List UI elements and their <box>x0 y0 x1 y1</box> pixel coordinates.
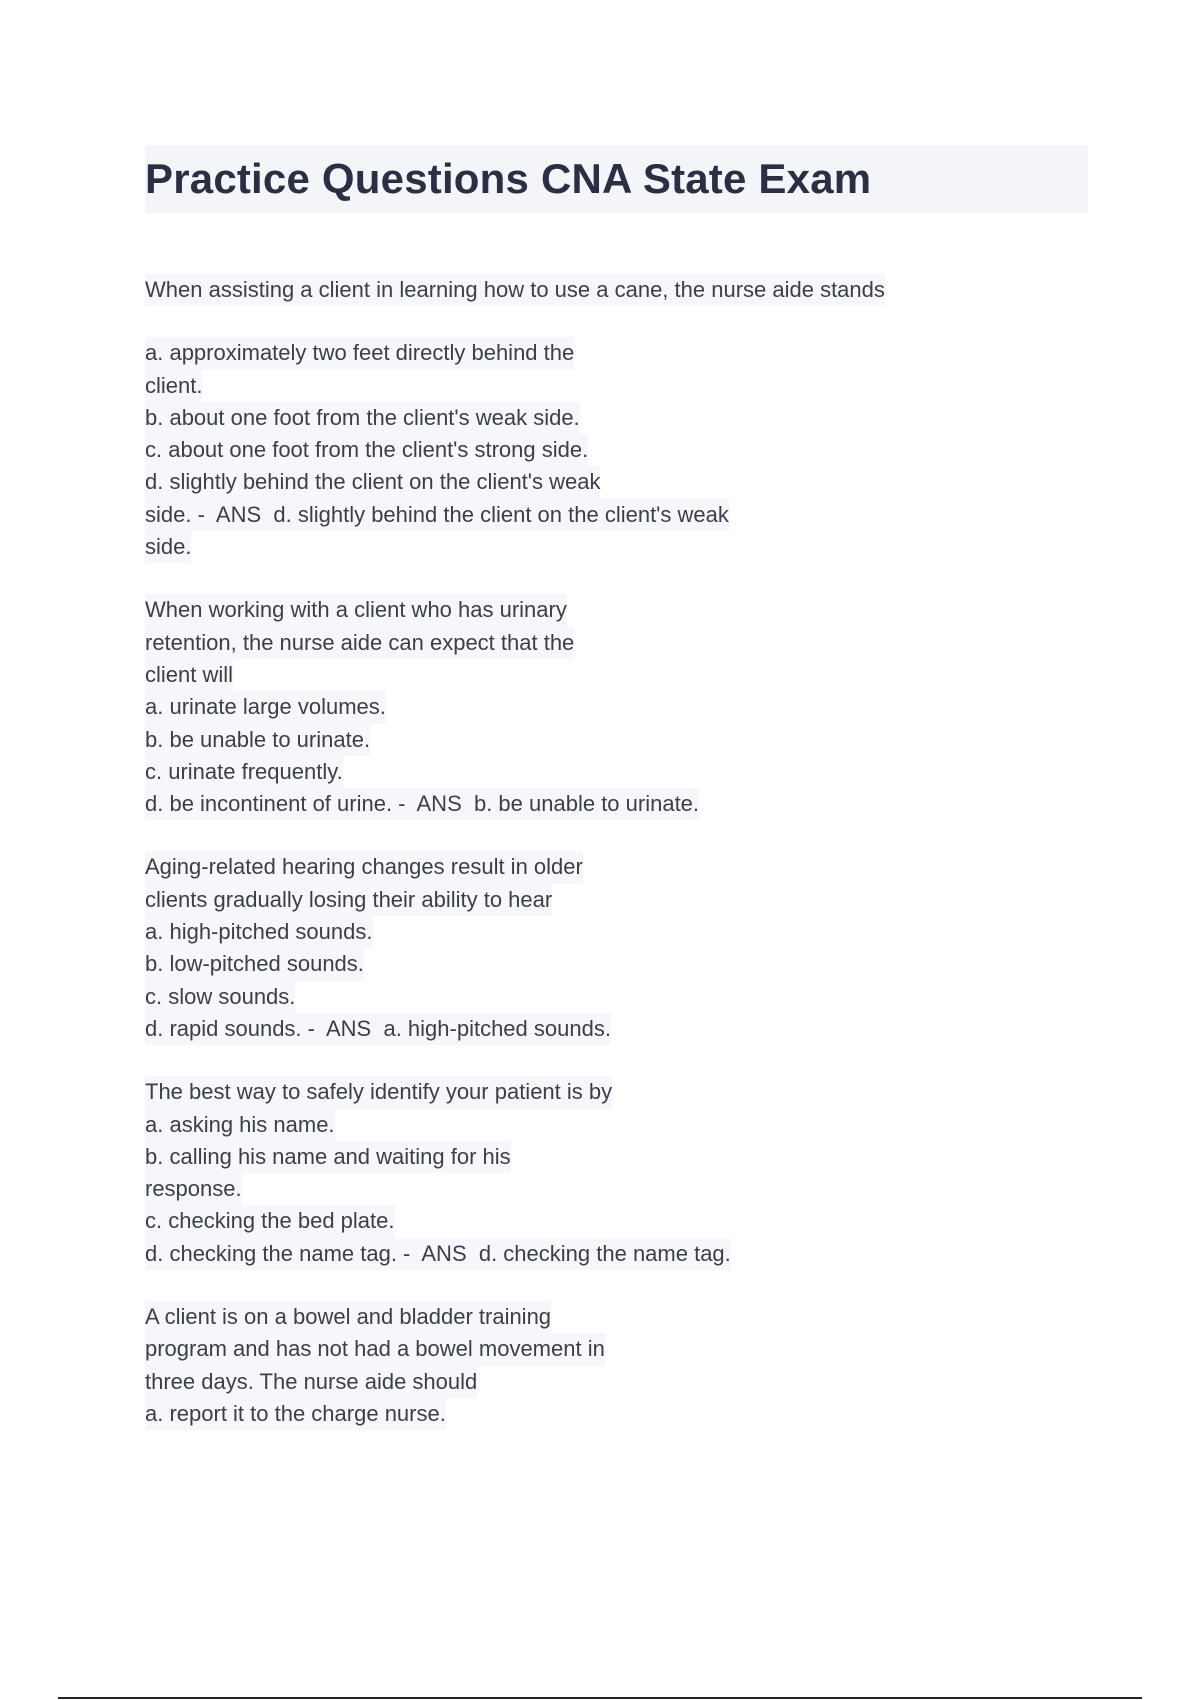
answer-line: side. <box>145 531 191 563</box>
question-1-options <box>145 337 1045 563</box>
option-line: a. high-pitched sounds. <box>145 916 373 948</box>
question-text-line: client will <box>145 659 233 691</box>
option-line: a. asking his name. <box>145 1109 335 1141</box>
question-text-line: When working with a client who has urinary <box>145 594 567 626</box>
question-1-stem <box>145 274 1045 306</box>
answer-line: d. rapid sounds. - ANS a. high-pitched sounds. <box>145 1013 611 1045</box>
question-text-line: clients gradually losing their ability to hear <box>145 884 552 916</box>
question-2 <box>145 594 1045 820</box>
option-line: a. approximately two feet directly behind the <box>145 337 574 369</box>
question-text-line: A client is on a bowel and bladder training <box>145 1301 551 1333</box>
page-title: Practice Questions CNA State Exam <box>145 155 872 202</box>
option-line: c. urinate frequently. <box>145 756 343 788</box>
question-text-line: program and has not had a bowel movement in <box>145 1333 605 1365</box>
question-text-line: three days. The nurse aide should <box>145 1366 477 1398</box>
answer-line: d. checking the name tag. - ANS d. checking the name tag. <box>145 1238 731 1270</box>
option-line: c. slow sounds. <box>145 981 295 1013</box>
question-3 <box>145 851 1045 1045</box>
option-line: response. <box>145 1173 242 1205</box>
question-text-line: Aging-related hearing changes result in older <box>145 851 583 883</box>
option-line: client. <box>145 370 202 402</box>
option-line: b. be unable to urinate. <box>145 724 370 756</box>
option-line: d. slightly behind the client on the client's weak <box>145 466 600 498</box>
question-text-line: When assisting a client in learning how to use a cane, the nurse aide stands <box>145 274 885 306</box>
answer-line: side. - ANS d. slightly behind the client on the client's weak <box>145 499 729 531</box>
footer-divider <box>58 1697 1142 1699</box>
option-line: b. low-pitched sounds. <box>145 948 364 980</box>
option-line: b. about one foot from the client's weak side. <box>145 402 580 434</box>
answer-line: d. be incontinent of urine. - ANS b. be unable to urinate. <box>145 788 699 820</box>
question-list <box>145 274 1045 1461</box>
option-line: a. urinate large volumes. <box>145 691 386 723</box>
question-text-line: retention, the nurse aide can expect that the <box>145 627 574 659</box>
option-line: b. calling his name and waiting for his <box>145 1141 511 1173</box>
option-line: c. about one foot from the client's strong side. <box>145 434 588 466</box>
option-line: a. report it to the charge nurse. <box>145 1398 446 1430</box>
question-4 <box>145 1076 1045 1270</box>
question-5 <box>145 1301 1045 1430</box>
option-line: c. checking the bed plate. <box>145 1205 395 1237</box>
title-banner <box>145 145 1088 213</box>
question-text-line: The best way to safely identify your patient is by <box>145 1076 612 1108</box>
